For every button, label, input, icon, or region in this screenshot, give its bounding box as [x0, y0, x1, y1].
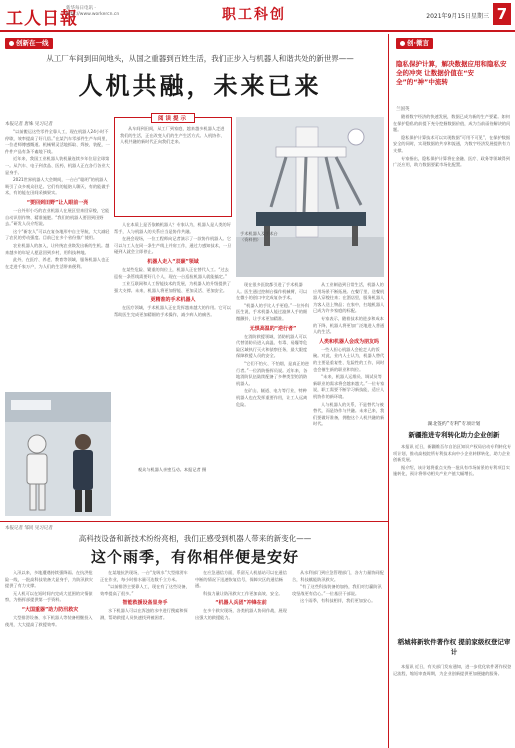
section-tag-sidebar	[396, 38, 433, 49]
sidebar-news2-body	[393, 664, 513, 746]
section-tag-feature	[5, 38, 53, 49]
feature-headline: 人机共融，未来已来	[78, 72, 322, 100]
paragraph: 无人机可以在短时间内完成大范围的灾情侦察，为指挥部提供第一手资料。	[5, 590, 93, 603]
subheading: “大国重器”助力防汛救灾	[21, 606, 79, 613]
sidebar-body	[393, 114, 513, 404]
sidebar-news1-body	[393, 444, 513, 634]
paragraph: 这个“新农人”可以在复杂地形中自主导航，大大减轻了农民的劳动强度。目前已在多个省份推广使用。	[5, 228, 110, 241]
paragraph: 在展会现场，一位工程师向记者演示了一款协作机器人。它可以与工人在同一条生产线上并肩工作，通过力感知技术，一旦碰到人就会立即停止。	[114, 236, 232, 255]
paragraph: 这个雨季，有科技相伴，我们更加安心。	[300, 598, 376, 604]
surgical-robot-photo	[236, 117, 384, 277]
paragraph: 从水利部门到应急管理部门，各方力量协同配合，科技赋能防汛救灾。	[292, 570, 384, 582]
paragraph: “未来，机器人运维员、调试员等新职业的需求将会越来越大。”一位专家说，职工需要不断学习新技能，适应人机协作的新环境。	[313, 374, 385, 399]
issue-weekday: 星期三	[470, 13, 489, 20]
subheading: 机器人走入“双碳”领域	[147, 258, 199, 265]
subheading: 人类和机器人会成为朋友吗	[318, 338, 379, 345]
paragraph: 入汛以来，多地遭遇持续强降雨。在抗洪抢险一线，一批高科技装备大显身手，为防汛救灾提供了有力支撑。	[5, 570, 93, 589]
paragraph: 此外，在医疗、养老、教育等领域，服务机器人也正在走进千家万户，为人们的生活带来便利。	[5, 257, 110, 269]
section-tag-label: 创·微言	[407, 39, 429, 47]
sidebar-author: 兰国英	[396, 107, 410, 112]
paragraph: 一些人担心机器人会抢走人的饭碗。对此，业内人士认为，机器人替代的主要是重复性、危险性的工作，同时也会催生新的职业和岗位。	[313, 346, 385, 372]
second-kicker: 高科技设备和新技术纷纷亮相，我们正感受到机器人带来的新变化——	[78, 534, 312, 543]
paragraph: 本报讯 近日，有关部门发布通知，进一步优化软件著作权登记流程，缩短审查周期，为企业创新提供更加便捷的服务。	[393, 664, 512, 676]
feature-column-4	[313, 282, 385, 514]
paragraph: 隐私保护计算技术可以实现数据“可用不可见”，在保护数据安全的同时，实现数据的共享和流通，为数字经济发展提供有力支撑。	[393, 134, 511, 153]
editor-note-text: 从车间到田间，从工厂到家庭，越来越多机器人走进我们的生活，正在改变人们的生产生活方式。人机协作、人机共融的新时代正向我们走来。	[120, 126, 225, 145]
sidebar-headline: 隐私保护计算，解决数据应用和隐私安全的冲突 让数据价值在“安全”的“神”中流转	[396, 60, 507, 86]
subheading: “机器人兵团”冲锋在前	[215, 600, 267, 607]
paragraph: 在某地抗洪现场，一台“龙吸水”大型排涝车正在作业，每小时排水量可达数千立方米。	[100, 570, 188, 582]
masthead-url: http://www.workercn.cn	[66, 12, 120, 17]
paragraph: 在应急通信方面，系留无人机基站可以在通信中断的情况下迅速恢复信号，保障灾区的通信畅通。	[195, 570, 287, 589]
second-column-3	[195, 570, 287, 746]
paragraph: 现在很多医院都引进了手术机器人。医生通过控制台操作机械臂，可以在微小的创口中完成复杂手术。	[236, 282, 308, 301]
humanoid-robot-illustration	[5, 392, 111, 516]
feature-column-3	[236, 282, 310, 514]
bullet-icon	[9, 41, 14, 46]
paragraph: 水下机器人可以在浑浊的水中进行搜索和探测，帮助救援人员快速找到被困者。	[100, 608, 188, 620]
second-byline: 本报记者 邹同 见习记者	[5, 526, 53, 531]
paragraph: 专家指出，隐私保护计算将在金融、医疗、政务等领域得到广泛应用，助力数据要素市场化配置。	[393, 155, 510, 168]
paragraph: 2021世界机器人大会期间，一台台“聪明”的机器人吸引了众多观众驻足。它们有的能陪人聊天，有的能做手术，有的能在田间采摘果实。	[5, 177, 110, 196]
issue-date: 2021年9月15日	[426, 13, 471, 20]
masthead-meta-line: 新华每日电讯 ·	[66, 6, 96, 11]
paragraph: “以前排涝主要靠人工，现在有了这些设备，效率提高了很多。”	[100, 584, 190, 596]
feature-column-1	[5, 129, 110, 391]
surgical-robot-illustration	[236, 117, 384, 277]
page-section-title: 职工科创	[222, 7, 286, 23]
paragraph: 农业机器人的加入，让传统农业焕发出新的生机。越来越多的年轻人愿意回到乡村，用科技种地。	[5, 242, 110, 255]
second-column-4	[292, 570, 384, 746]
paragraph: 随着数字经济的快速发展，数据已成为新的生产要素。如何在保护隐私的前提下充分挖掘数据价值，成为当前亟待解决的问题。	[393, 114, 511, 133]
paragraph: 在医疗领域，手术机器人正在发挥越来越大的作用。它可以帮助医生完成更加精细的手术操作，减少病人的痛苦。	[114, 305, 231, 317]
paragraph: 据介绍，该计划将重点支持一批具有市场前景的专利项目实施转化，预计将带动相关产业产值大幅增长。	[393, 464, 510, 477]
bullet-icon	[400, 41, 405, 46]
subheading: “要回到田野”让人眼前一亮	[26, 199, 89, 206]
section-tag-label: 创新在一线	[16, 39, 49, 47]
paragraph: “以前搬运这些零件全靠人工，现在机器人24小时不停歇，效率提高了好几倍。”在某汽车零部件生产车间里，一位老师傅感慨道。机械臂灵活地抓取、焊接、装配，一件件产品有条不紊地下线。	[5, 129, 110, 154]
column-divider	[388, 34, 389, 748]
photo-caption: 手术机器人及手术台（资料图）	[240, 231, 278, 242]
masthead-meta	[66, 6, 119, 18]
paragraph: 从工业制造到日常生活，机器人的应用场景不断拓展。在餐厅里，送餐机器人穿梭往来；在酒店里，服务机器人为客人送上物品；在家中，扫地机器人已成为许多家庭的标配。	[313, 282, 385, 314]
page-number: 7	[493, 3, 511, 25]
paragraph: 在消防救援领域，消防机器人可以代替消防员进入高温、有毒、易爆等危险区域执行灭火和侦察任务，最大限度保障救援人员的安全。	[236, 333, 308, 359]
paragraph: 科技力量让防汛救灾工作更加高效、安全。	[203, 590, 283, 596]
paragraph: 人与机器人的关系，不是替代与被替代，而是协作与共融。未来已来，我们要做好准备，拥抱这个人机共融的新时代。	[313, 401, 385, 427]
paragraph: 一台外形小巧的农业机器人在展区里来回穿梭，它能自动识别作物、精准施肥。“我们的机器人要回到田野去。”研发人员介绍说。	[5, 207, 110, 227]
paragraph: 在矿山、隧道、电力等行业，特种机器人也在发挥重要作用，让工人远离危险。	[236, 388, 308, 407]
subheading: 智能救援设备显身手	[122, 600, 168, 607]
paragraph: 在多个救灾现场，各类机器人协同作战，展现出强大的救援能力。	[195, 608, 287, 620]
paragraph: 工业互联网和人工智能技术的发展，为机器人的升级提供了强大支撑。未来，机器人将更加智能、更加灵活、更加安全。	[114, 281, 231, 293]
sidebar-news2-headline: 稻城将新软件著作权 提前家级权登记审计	[397, 638, 511, 656]
feature-byline: 本报记者 唐姝 见习记者	[5, 122, 53, 127]
photo-caption: 观众与机器人亲密互动。本报记者 摄	[137, 467, 207, 472]
paragraph: “机器人的手比人手更稳。”一位外科医生说，手术机器人能过滤掉人手的细微颤抖，让手术更加精准。	[236, 302, 310, 321]
paragraph: 在某些危险、繁重的岗位上，机器人正在替代人工。“过去巡检一条管线需要好几个人，现在一台巡检机器人就能搞定。”	[114, 266, 229, 279]
second-headline: 这个雨季，有你相伴便是安好	[90, 548, 299, 566]
paragraph: 人在本质上是否依赖机器人？专家认为，机器人是人类的好帮手，人与机器人的关系应当是协作共融。	[114, 222, 231, 234]
editor-note-box	[114, 117, 232, 217]
paragraph: 专家表示，随着技术的进步和成本的下降，机器人将更加广泛地进入普通人的生活。	[313, 315, 385, 335]
paragraph: 大型排涝设备、水下机器人等装备相继投入使用，大大提高了救援效率。	[5, 614, 93, 627]
paragraph: “有了这些科技装备的加持，我们对打赢防汛攻坚战更有信心。”一位基层干部说。	[292, 584, 382, 596]
second-column-1	[5, 570, 95, 746]
sidebar-news1-kicker: 湖北签约“专利”专项计划	[427, 422, 481, 427]
paragraph: 近年来，我国工业机器人装机量连续多年位居全球第一。从汽车、电子到食品、医药，机器人正在各行各业大显身手。	[5, 156, 110, 175]
sidebar-news1-headline: 新疆推进专利转化助力企业创新	[408, 431, 500, 439]
subheading: 更精准的手术机器人	[150, 297, 196, 304]
story-divider	[0, 521, 388, 522]
feature-kicker: 从工厂车间到田间地头，从国之重器到百姓生活，我们正步入与机器人和谐共处的新世界——	[46, 54, 354, 63]
masthead	[0, 0, 515, 32]
editor-note-title: 阅读提示	[151, 113, 195, 123]
newspaper-logo: 工人日報	[6, 9, 78, 29]
second-column-2	[100, 570, 190, 746]
subheading: 无惧高温的“逆行者”	[249, 325, 297, 332]
paragraph: 本报讯 近日，新疆维吾尔自治区知识产权局启动专利转化专项计划，推动高校院所专利技术向中小企业转移转化，助力企业创新发展。	[393, 444, 512, 463]
humanoid-robot-photo	[5, 392, 111, 516]
paragraph: “它们不怕火、不怕烟，是真正的逆行者。”一位消防指挥员说。近年来，各地消防队伍陆续配备了多种类型的消防机器人。	[236, 360, 309, 386]
